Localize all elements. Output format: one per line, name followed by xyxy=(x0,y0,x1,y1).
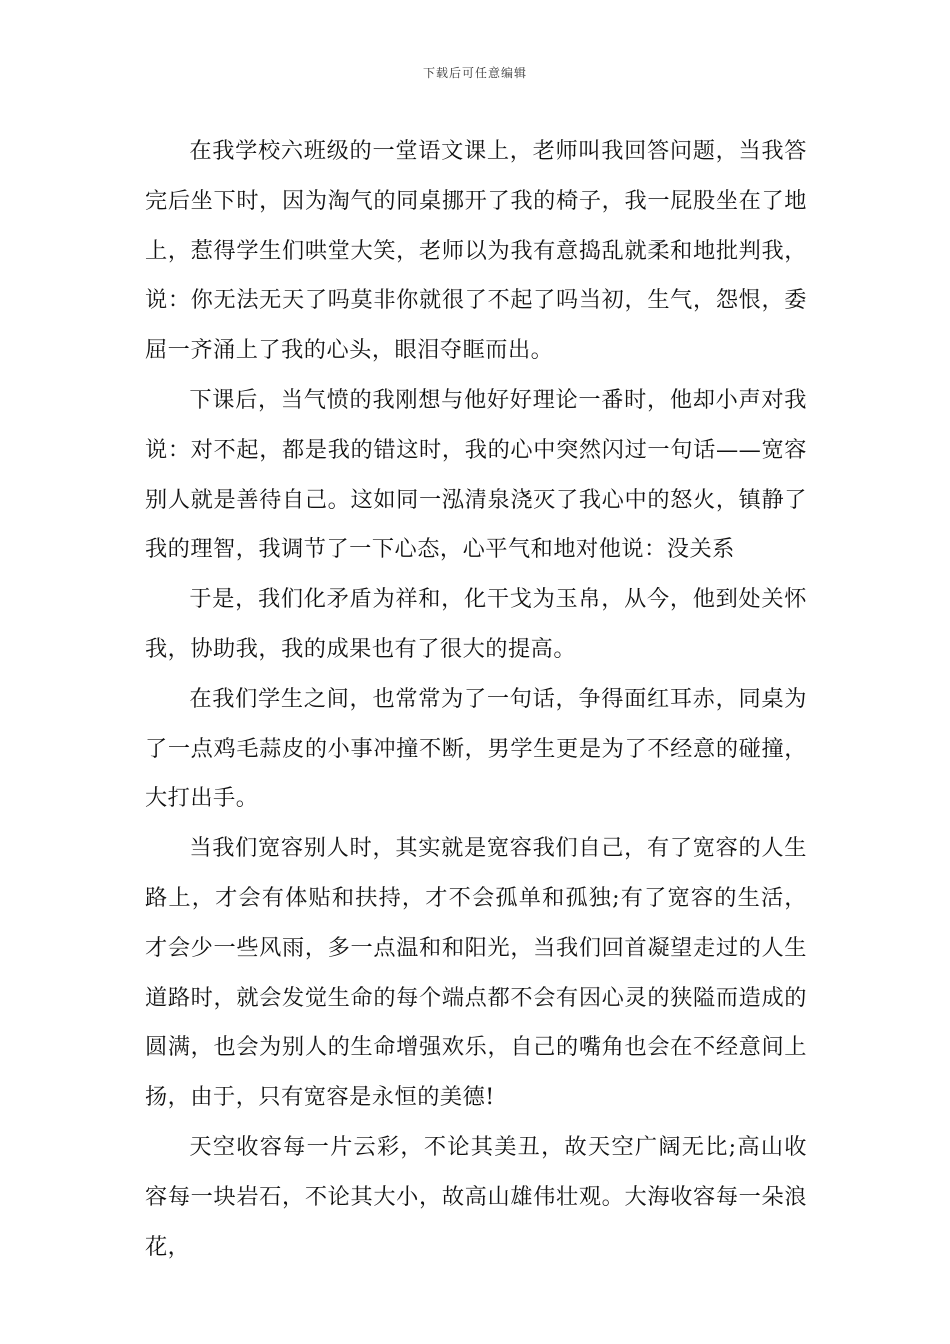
header-note: 下载后可任意编辑 xyxy=(422,66,527,80)
paragraph-5: 当我们宽容别人时，其实就是宽容我们自己，有了宽容的人生路上，才会有体贴和扶持，才不会孤单和孤独;有了宽容的生活，才会少一些风雨，多一点温和和阳光，当我们回首凝望走过的人生道路时，就会发觉生命的每个端点都不会有因心灵的狭隘而造成的圆满，也会为别人的生命增强欢乐，自己的嘴角也会在不经意间上扬，由于，只有宽容是永恒的美德! xyxy=(145,835,807,1111)
paragraph-4: 在我们学生之间，也常常为了一句话，争得面红耳赤，同桌为了一点鸡毛蒜皮的小事冲撞不断，男学生更是为了不经意的碰撞，大打出手。 xyxy=(145,685,807,812)
paragraph-6: 天空收容每一片云彩，不论其美丑，故天空广阔无比;高山收容每一块岩石，不论其大小，故高山雄伟壮观。大海收容每一朵浪花， xyxy=(145,1133,807,1260)
paragraph-1: 在我学校六班级的一堂语文课上，老师叫我回答问题，当我答完后坐下时，因为淘气的同桌挪开了我的椅子，我一屁股坐在了地上，惹得学生们哄堂大笑，老师以为我有意捣乱就柔和地批判我，说：你无法无天了吗莫非你就很了不起了吗当初，生气，怨恨，委屈一齐涌上了我的心头，眼泪夺眶而出。 xyxy=(145,138,807,364)
document-body xyxy=(145,127,807,1272)
paragraph-3: 于是，我们化矛盾为祥和，化干戈为玉帛，从今，他到处关怀我，协助我，我的成果也有了很大的提高。 xyxy=(145,586,807,662)
paragraph-2: 下课后，当气愤的我刚想与他好好理论一番时，他却小声对我说：对不起，都是我的错这时，我的心中突然闪过一句话——宽容别人就是善待自己。这如同一泓清泉浇灭了我心中的怒火，镇静了我的理智，我调节了一下心态，心平气和地对他说：没关系 xyxy=(145,386,807,563)
